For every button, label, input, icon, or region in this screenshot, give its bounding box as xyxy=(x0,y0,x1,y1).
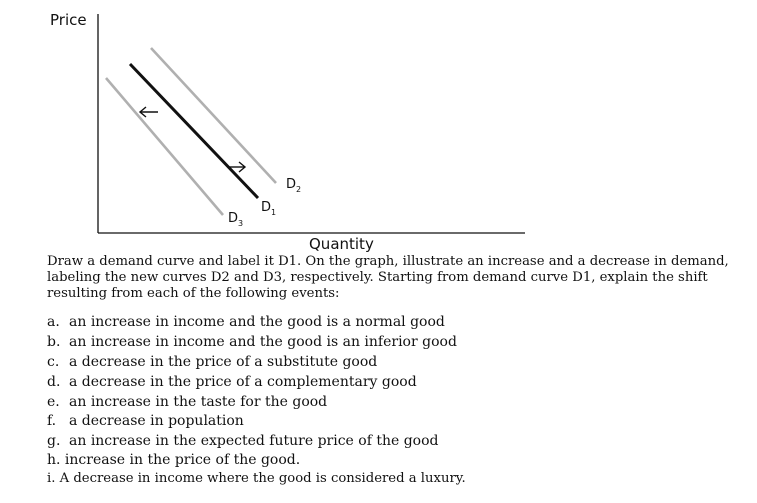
option-text: A decrease in income where the good is considered a luxury. xyxy=(59,471,466,486)
option-text: a decrease in the price of a complementary good xyxy=(69,374,417,390)
option-text: a decrease in the price of a substitute good xyxy=(69,354,378,370)
y-axis-label: Price xyxy=(50,11,87,29)
option-letter: i. xyxy=(47,471,56,486)
option-letter: a. xyxy=(47,314,60,330)
option-text: an increase in the expected future price of the good xyxy=(69,433,439,449)
option-letter: e. xyxy=(47,394,60,410)
option-text: a decrease in population xyxy=(69,413,244,429)
option-i xyxy=(47,471,466,486)
option-text: an increase in income and the good is a normal good xyxy=(69,314,445,330)
question-paragraph: Draw a demand curve and label it D1. On the graph, illustrate an increase and a decrease in demand, labeling the new curves D2 and D3, respectively. Starting from demand curve D1, explain the shift resulting from each of the following events: xyxy=(47,254,729,301)
option-letter: c. xyxy=(47,354,60,370)
x-axis-label: Quantity xyxy=(309,235,374,253)
d3-label: $D_3$ xyxy=(228,211,244,228)
option-f xyxy=(47,413,244,429)
option-b xyxy=(47,334,457,350)
option-e xyxy=(47,394,327,410)
option-text: an increase in income and the good is an inferior good xyxy=(69,334,457,350)
option-letter: b. xyxy=(47,334,61,350)
decrease-arrow xyxy=(140,107,158,117)
option-d xyxy=(47,374,417,390)
option-text: an increase in the taste for the good xyxy=(69,394,328,410)
option-letter: g. xyxy=(47,433,61,449)
option-c xyxy=(47,354,377,370)
demand-curve-d1 xyxy=(130,64,258,198)
option-h xyxy=(47,452,300,468)
option-letter: d. xyxy=(47,374,61,390)
option-letter: f. xyxy=(47,413,57,429)
option-a xyxy=(47,314,445,330)
d2-label: $D_2$ xyxy=(286,177,302,194)
option-g xyxy=(47,433,439,449)
option-letter: h. xyxy=(47,452,61,468)
question-text xyxy=(47,254,737,302)
option-text: increase in the price of the good. xyxy=(64,452,301,468)
d1-label: $D_1$ xyxy=(261,200,277,217)
demand-curve-d2 xyxy=(151,48,276,183)
